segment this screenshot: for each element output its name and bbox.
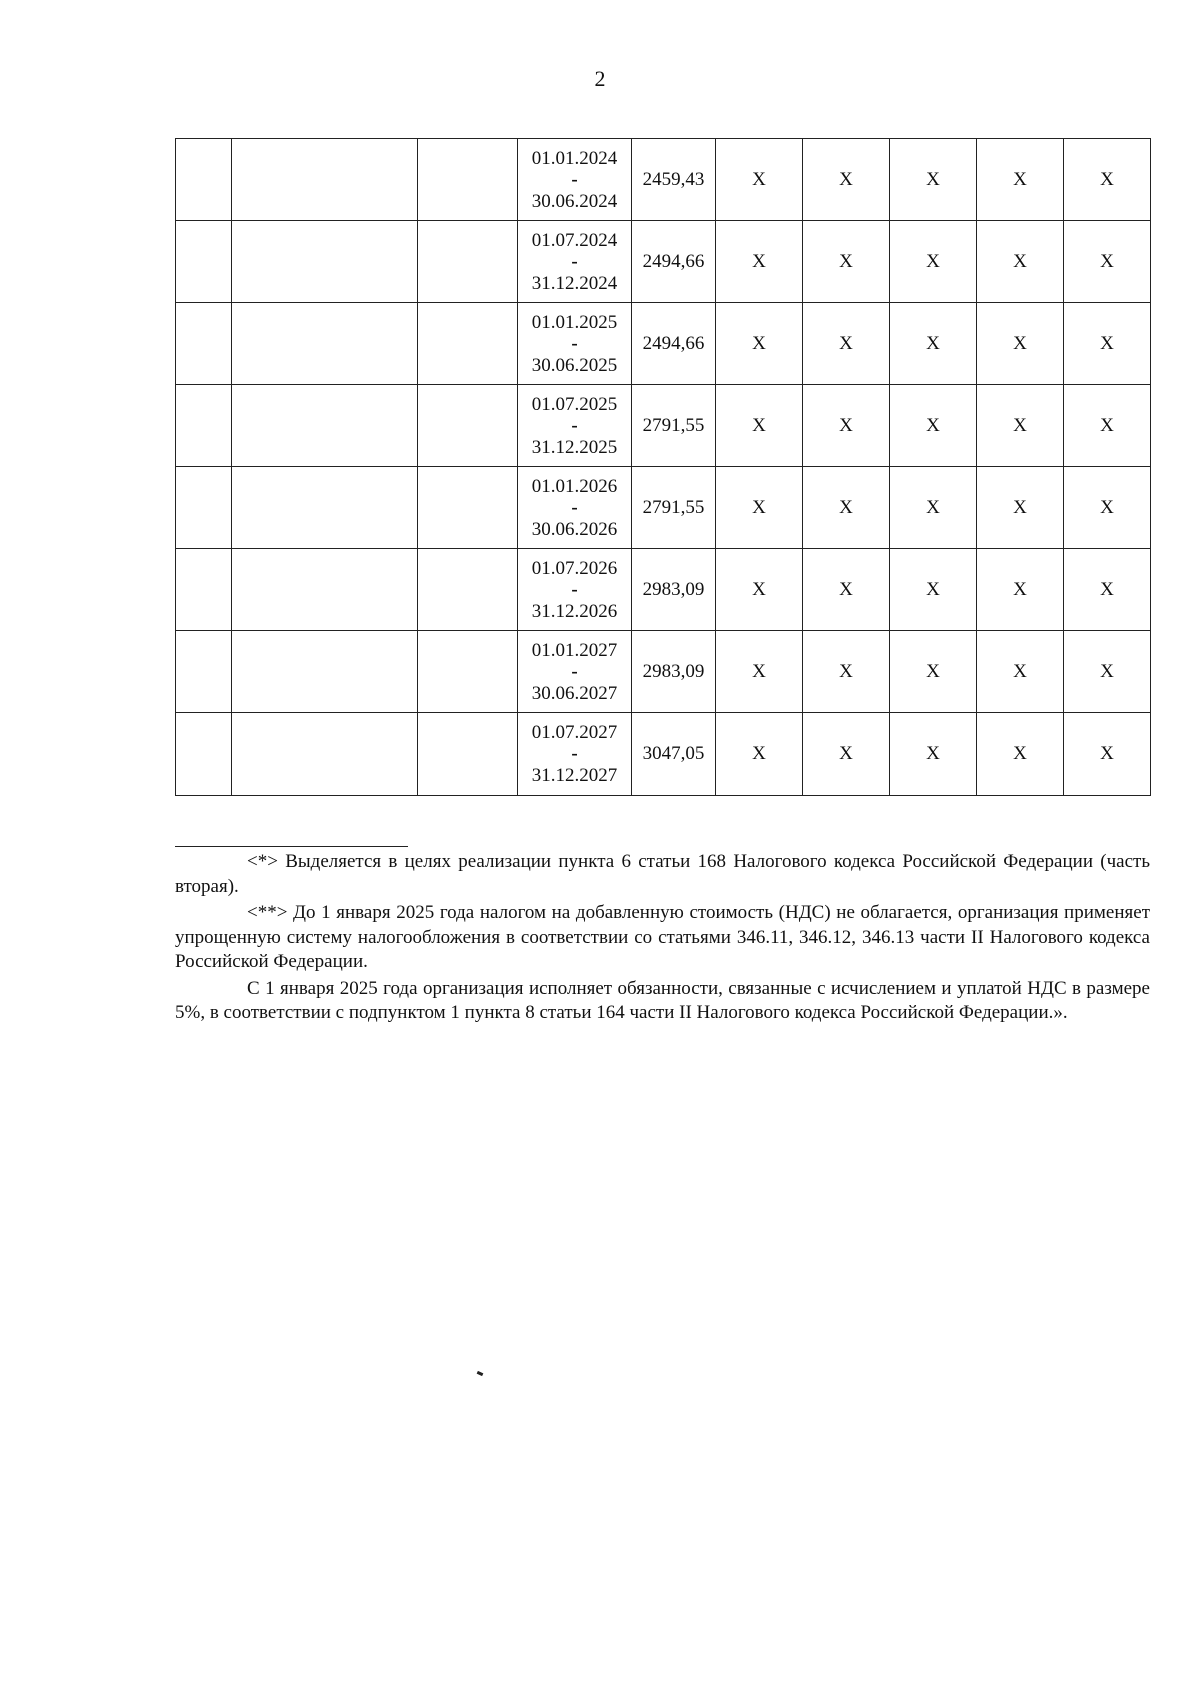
empty-cell bbox=[176, 303, 232, 385]
mark-cell: X bbox=[803, 221, 890, 303]
empty-cell bbox=[232, 139, 418, 221]
mark-cell: X bbox=[1064, 713, 1151, 796]
period-end: 31.12.2026 bbox=[531, 600, 618, 622]
empty-cell bbox=[176, 713, 232, 796]
value-cell: 2791,55 bbox=[632, 385, 716, 467]
page-number: 2 bbox=[594, 66, 606, 91]
period-cell bbox=[518, 221, 632, 303]
mark-cell: X bbox=[716, 631, 803, 713]
mark-cell: X bbox=[977, 631, 1064, 713]
empty-cell bbox=[232, 221, 418, 303]
empty-cell bbox=[418, 467, 518, 549]
mark-cell: X bbox=[1064, 303, 1151, 385]
mark-cell: X bbox=[890, 221, 977, 303]
mark-cell: X bbox=[716, 221, 803, 303]
empty-cell bbox=[418, 221, 518, 303]
mark-cell: X bbox=[716, 303, 803, 385]
period-cell bbox=[518, 713, 632, 796]
mark-cell: X bbox=[890, 385, 977, 467]
footnote-2-continuation: С 1 января 2025 года организация исполняет обязанности, связанные с исчислением и уплатой НДС в размере 5%, в соответствии с подпунктом 1 пункта 8 статьи 164 части II Налогового кодекса Российской Федерации.». bbox=[175, 977, 1150, 1023]
empty-cell bbox=[232, 467, 418, 549]
period-start: 01.07.2027 bbox=[531, 722, 618, 743]
period-separator: - bbox=[571, 332, 578, 354]
mark-cell: X bbox=[977, 221, 1064, 303]
mark-cell: X bbox=[1064, 549, 1151, 631]
mark-cell: X bbox=[890, 713, 977, 796]
mark-cell: X bbox=[1064, 631, 1151, 713]
footnote-separator bbox=[175, 846, 408, 847]
period-separator: - bbox=[571, 743, 578, 764]
mark-cell: X bbox=[1064, 467, 1151, 549]
empty-cell bbox=[232, 631, 418, 713]
stray-ink-mark bbox=[477, 1371, 484, 1376]
mark-cell: X bbox=[977, 467, 1064, 549]
mark-cell: X bbox=[1064, 385, 1151, 467]
mark-cell: X bbox=[1064, 221, 1151, 303]
empty-cell bbox=[176, 139, 232, 221]
value-cell: 2494,66 bbox=[632, 303, 716, 385]
empty-cell bbox=[232, 713, 418, 796]
mark-cell: X bbox=[977, 303, 1064, 385]
value-cell: 2791,55 bbox=[632, 467, 716, 549]
period-end: 31.12.2024 bbox=[531, 272, 618, 294]
table-row bbox=[176, 467, 1151, 549]
table-row bbox=[176, 713, 1151, 796]
period-separator: - bbox=[571, 414, 578, 436]
period-start: 01.07.2026 bbox=[531, 557, 618, 579]
tariff-table bbox=[175, 138, 1151, 796]
mark-cell: X bbox=[890, 139, 977, 221]
empty-cell bbox=[232, 303, 418, 385]
mark-cell: X bbox=[803, 467, 890, 549]
value-cell: 3047,05 bbox=[632, 713, 716, 796]
period-start: 01.01.2026 bbox=[531, 475, 618, 497]
table-row bbox=[176, 139, 1151, 221]
period-end: 31.12.2025 bbox=[531, 436, 618, 458]
period-end: 30.06.2024 bbox=[531, 190, 618, 212]
mark-cell: X bbox=[803, 713, 890, 796]
mark-cell: X bbox=[803, 631, 890, 713]
empty-cell bbox=[176, 631, 232, 713]
period-end: 30.06.2027 bbox=[531, 682, 618, 704]
period-cell bbox=[518, 303, 632, 385]
value-cell: 2494,66 bbox=[632, 221, 716, 303]
mark-cell: X bbox=[1064, 139, 1151, 221]
table-row bbox=[176, 221, 1151, 303]
value-cell: 2983,09 bbox=[632, 549, 716, 631]
mark-cell: X bbox=[716, 385, 803, 467]
period-start: 01.01.2025 bbox=[531, 311, 618, 333]
table-row bbox=[176, 303, 1151, 385]
table-row bbox=[176, 385, 1151, 467]
mark-cell: X bbox=[977, 139, 1064, 221]
empty-cell bbox=[176, 221, 232, 303]
mark-cell: X bbox=[977, 713, 1064, 796]
mark-cell: X bbox=[890, 303, 977, 385]
period-start: 01.07.2025 bbox=[531, 393, 618, 415]
mark-cell: X bbox=[977, 385, 1064, 467]
period-separator: - bbox=[571, 496, 578, 518]
empty-cell bbox=[418, 385, 518, 467]
empty-cell bbox=[176, 385, 232, 467]
period-start: 01.07.2024 bbox=[531, 229, 618, 251]
mark-cell: X bbox=[890, 631, 977, 713]
empty-cell bbox=[418, 303, 518, 385]
value-cell: 2459,43 bbox=[632, 139, 716, 221]
period-separator: - bbox=[571, 578, 578, 600]
mark-cell: X bbox=[803, 303, 890, 385]
footnote-2: <**> До 1 января 2025 года налогом на добавленную стоимость (НДС) не облагается, организация применяет упрощенную систему налогообложения в соответствии со статьями 346.11, 346.12, 346.13 части II Налогового кодекса Российской Федерации. bbox=[175, 902, 1150, 972]
empty-cell bbox=[418, 631, 518, 713]
footnote-1: <*> Выделяется в целях реализации пункта 6 статьи 168 Налогового кодекса Российской Федерации (часть вторая). bbox=[175, 851, 1150, 897]
empty-cell bbox=[232, 549, 418, 631]
value-cell: 2983,09 bbox=[632, 631, 716, 713]
period-cell bbox=[518, 631, 632, 713]
mark-cell: X bbox=[803, 549, 890, 631]
empty-cell bbox=[176, 549, 232, 631]
table-row bbox=[176, 549, 1151, 631]
tariff-table-body bbox=[176, 139, 1151, 796]
period-end: 30.06.2026 bbox=[531, 518, 618, 540]
mark-cell: X bbox=[890, 549, 977, 631]
table-row bbox=[176, 631, 1151, 713]
period-cell bbox=[518, 549, 632, 631]
mark-cell: X bbox=[716, 139, 803, 221]
period-end: 31.12.2027 bbox=[531, 765, 618, 786]
period-cell bbox=[518, 139, 632, 221]
empty-cell bbox=[232, 385, 418, 467]
mark-cell: X bbox=[890, 467, 977, 549]
mark-cell: X bbox=[716, 713, 803, 796]
empty-cell bbox=[418, 549, 518, 631]
empty-cell bbox=[418, 139, 518, 221]
mark-cell: X bbox=[716, 549, 803, 631]
footnotes bbox=[175, 850, 1150, 1028]
empty-cell bbox=[176, 467, 232, 549]
empty-cell bbox=[418, 713, 518, 796]
mark-cell: X bbox=[716, 467, 803, 549]
mark-cell: X bbox=[977, 549, 1064, 631]
period-cell bbox=[518, 385, 632, 467]
period-separator: - bbox=[571, 168, 578, 190]
period-start: 01.01.2027 bbox=[531, 639, 618, 661]
period-cell bbox=[518, 467, 632, 549]
period-separator: - bbox=[571, 660, 578, 682]
period-end: 30.06.2025 bbox=[531, 354, 618, 376]
period-start: 01.01.2024 bbox=[531, 147, 618, 169]
mark-cell: X bbox=[803, 139, 890, 221]
period-separator: - bbox=[571, 250, 578, 272]
mark-cell: X bbox=[803, 385, 890, 467]
